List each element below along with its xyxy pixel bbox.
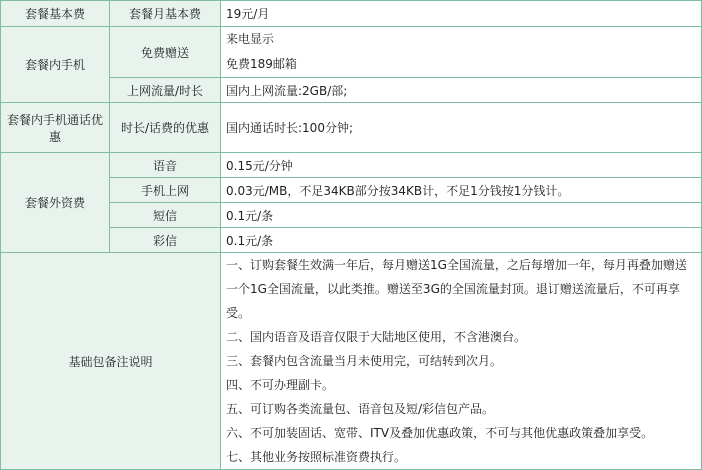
note-item: 三、套餐内包含流量当月未使用完，可结转到次月。 xyxy=(226,354,503,368)
monthly-base-fee-value: 19元/月 xyxy=(221,1,702,27)
extra-fee-label: 套餐外资费 xyxy=(1,153,110,253)
mobile-data-label: 手机上网 xyxy=(110,178,221,203)
row-base-fee xyxy=(1,1,702,27)
note-item: 四、不可办理副卡。 xyxy=(226,378,335,392)
notes-list xyxy=(221,253,702,470)
monthly-base-fee-label: 套餐月基本费 xyxy=(110,1,221,27)
mobile-data-value: 0.03元/MB，不足34KB部分按34KB计，不足1分钱按1分钱计。 xyxy=(221,178,702,203)
call-discount-label: 套餐内手机通话优惠 xyxy=(1,103,110,153)
free-mailbox-value: 免费189邮箱 xyxy=(226,57,297,71)
row-free-gift xyxy=(1,27,702,78)
row-notes xyxy=(1,253,702,470)
call-duration-value: 国内通话时长:100分钟; xyxy=(221,103,702,153)
note-item: 五、可订购各类流量包、语音包及短/彩信包产品。 xyxy=(226,402,495,416)
mms-value: 0.1元/条 xyxy=(221,228,702,253)
row-call-discount xyxy=(1,103,702,153)
base-fee-label: 套餐基本费 xyxy=(1,1,110,27)
row-extra-voice xyxy=(1,153,702,178)
note-item: 六、不可加装固话、宽带、ITV及叠加优惠政策，不可与其他优惠政策叠加享受。 xyxy=(226,426,654,440)
free-gift-value xyxy=(221,27,702,78)
sms-value: 0.1元/条 xyxy=(221,203,702,228)
voice-label: 语音 xyxy=(110,153,221,178)
data-traffic-value: 国内上网流量:2GB/部; xyxy=(221,78,702,103)
data-traffic-label: 上网流量/时长 xyxy=(110,78,221,103)
free-gift-label: 免费赠送 xyxy=(110,27,221,78)
note-item: 一、订购套餐生效满一年后，每月赠送1G全国流量，之后每增加一年，每月再叠加赠送一个1G全国流量，以此类推。赠送至3G的全国流量封顶。退订赠送流量后，不可再享受。 xyxy=(226,258,687,320)
voice-value: 0.15元/分钟 xyxy=(221,153,702,178)
mms-label: 彩信 xyxy=(110,228,221,253)
caller-id-value: 来电显示 xyxy=(226,32,275,46)
note-item: 七、其他业务按照标准资费执行。 xyxy=(226,450,407,464)
sms-label: 短信 xyxy=(110,203,221,228)
call-duration-label: 时长/话费的优惠 xyxy=(110,103,221,153)
note-item: 二、国内语音及语音仅限于大陆地区使用，不含港澳台。 xyxy=(226,330,527,344)
in-package-phone-label: 套餐内手机 xyxy=(1,27,110,103)
notes-label: 基础包备注说明 xyxy=(1,253,221,470)
